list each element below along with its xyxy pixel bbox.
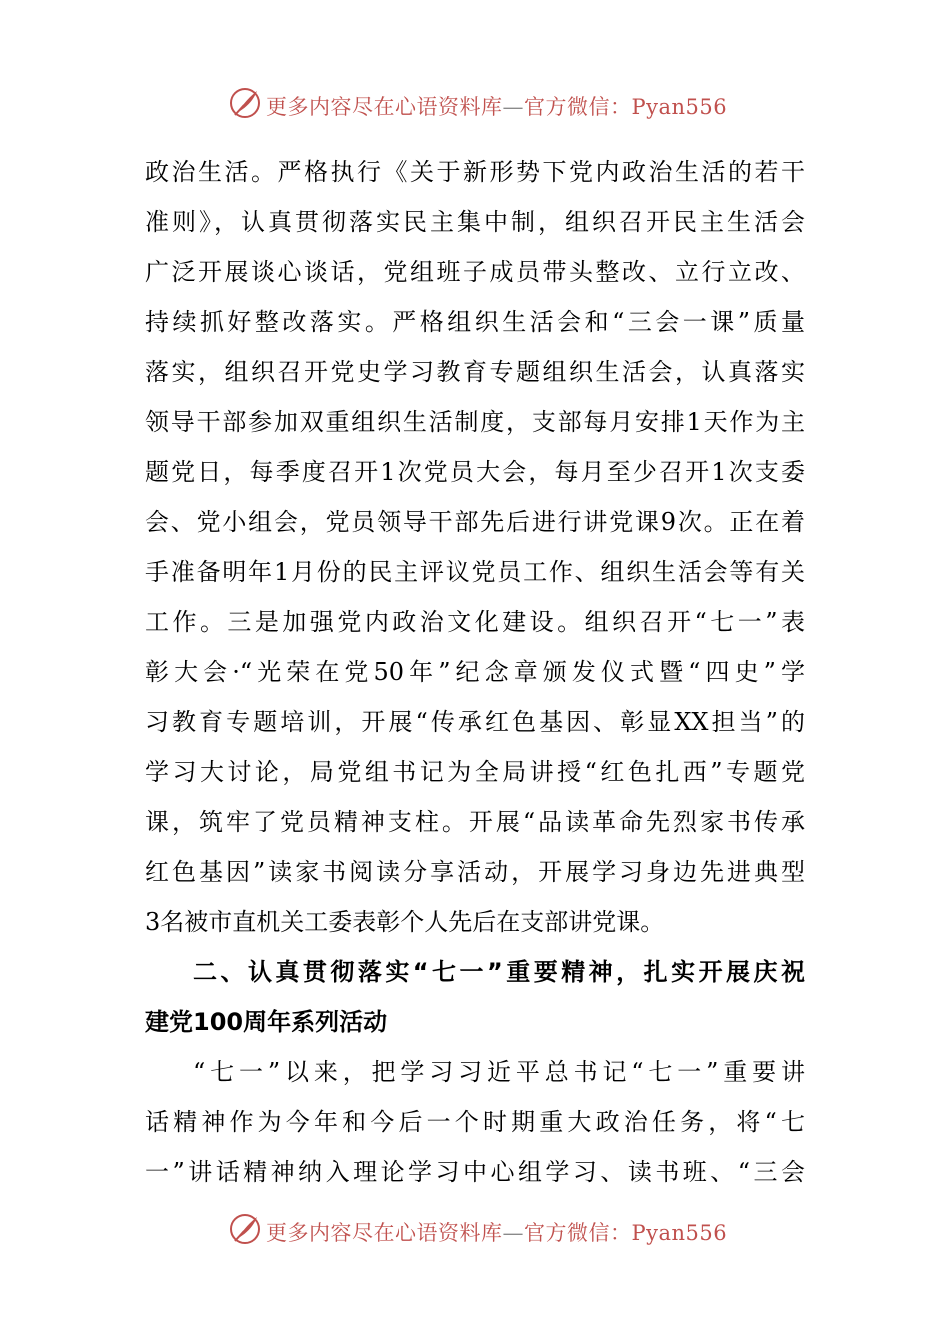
section-heading-line1: 二、认真贯彻落实“七一”重要精神，扎实开展庆祝 [193,958,805,986]
text-line: 话精神作为今年和今后一个时期重大政治任务，将“七 [145,1108,805,1136]
text-line: 领导干部参加双重组织生活制度，支部每月安排1天作为主 [145,408,805,436]
watermark-banner-bottom [0,1210,950,1250]
watermark-separator: — [502,95,524,119]
watermark-text [266,91,727,121]
text-line: 广泛开展谈心谈话，党组班子成员带头整改、立行立改、 [145,258,805,286]
text-line: 红色基因”读家书阅读分享活动，开展学习身边先进典型 [145,858,805,886]
text-line: “七一”以来，把学习习近平总书记“七一”重要讲 [193,1058,805,1086]
text-line: 彰大会·“光荣在党50年”纪念章颁发仪式暨“四史”学 [145,658,805,686]
text-line: 学习大讨论，局党组书记为全局讲授“红色扎西”专题党 [145,758,805,786]
watermark-text [266,1217,727,1247]
text-line: 手准备明年1月份的民主评议党员工作、组织生活会等有关 [145,558,805,586]
paragraph-1 [145,147,805,947]
watermark-main-text: 更多内容尽在心语资料库 [266,1221,503,1245]
text-line: 持续抓好整改落实。严格组织生活会和“三会一课”质量 [145,308,805,336]
watermark-wechat-text: 官方微信：Pyan556 [524,1221,728,1245]
paragraph-2 [145,1047,805,1197]
text-line: 题党日，每季度召开1次党员大会，每月至少召开1次支委 [145,458,805,486]
watermark-banner-top [0,84,950,124]
feather-pen-icon [228,1212,262,1246]
text-line: 工作。三是加强党内政治文化建设。组织召开“七一”表 [145,608,805,636]
watermark-wechat-text: 官方微信：Pyan556 [524,95,728,119]
text-line: 一”讲话精神纳入理论学习中心组学习、读书班、“三会 [145,1158,805,1186]
section-heading [145,947,805,1047]
text-line: 准则》，认真贯彻落实民主集中制，组织召开民主生活会 [145,208,805,236]
feather-pen-icon [228,86,262,120]
text-line: 政治生活。严格执行《关于新形势下党内政治生活的若干 [145,158,805,186]
watermark-separator: — [502,1221,524,1245]
section-heading-line2: 建党100周年系列活动 [145,1008,388,1036]
text-line: 习教育专题培训，开展“传承红色基因、彰显XX担当”的 [145,708,805,736]
document-body [145,147,805,1197]
watermark-main-text: 更多内容尽在心语资料库 [266,95,503,119]
text-line: 落实，组织召开党史学习教育专题组织生活会，认真落实 [145,358,805,386]
text-line: 会、党小组会，党员领导干部先后进行讲党课9次。正在着 [145,508,805,536]
text-line: 课，筑牢了党员精神支柱。开展“品读革命先烈家书传承 [145,808,805,836]
text-line: 3名被市直机关工委表彰个人先后在支部讲党课。 [145,908,665,936]
